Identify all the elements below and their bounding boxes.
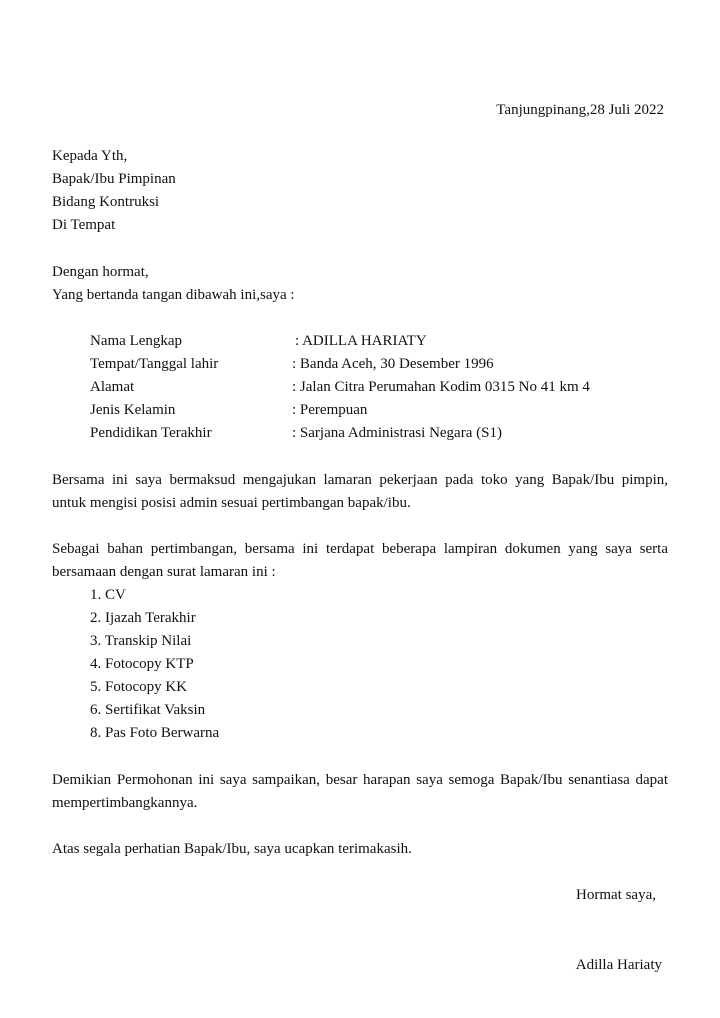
paragraph-2-line-2: bersamaan dengan surat lamaran ini : [52,564,276,580]
field-value-gender: : Perempuan [292,402,368,418]
recipient-line-3: Bidang Kontruksi [52,194,160,210]
intro-line: Yang bertanda tangan dibawah ini,saya : [52,287,295,303]
field-value-birth: : Banda Aceh, 30 Desember 1996 [292,356,494,372]
paragraph-3-line-1: Demikian Permohonan ini saya sampaikan, besar harapan saya semoga Bapak/Ibu senantiasa dapat [52,772,668,788]
recipient-line-2: Bapak/Ibu Pimpinan [52,171,176,187]
paragraph-1-line-1: Bersama ini saya bermaksud mengajukan lamaran pekerjaan pada toko yang Bapak/Ibu pimpin, [52,472,668,488]
paragraph-2-line-1: Sebagai bahan pertimbangan, bersama ini terdapat beberapa lampiran dokumen yang saya serta [52,541,668,557]
field-label-gender: Jenis Kelamin [90,402,176,418]
recipient-line-4: Di Tempat [52,217,116,233]
field-value-name: : ADILLA HARIATY [295,333,427,349]
greeting: Dengan hormat, [52,264,149,280]
closing-thanks: Atas segala perhatian Bapak/Ibu, saya ucapkan terimakasih. [52,841,412,857]
place-date: Tanjungpinang,28 Juli 2022 [496,102,664,118]
paragraph-3-line-2: mempertimbangkannya. [52,795,198,811]
list-item: 1. CV [90,587,126,603]
signoff: Hormat saya, [576,887,656,903]
list-item: 5. Fotocopy KK [90,679,188,695]
field-label-education: Pendidikan Terakhir [90,425,212,441]
list-item: 4. Fotocopy KTP [90,656,194,672]
field-label-birth: Tempat/Tanggal lahir [90,356,219,372]
field-label-name: Nama Lengkap [90,333,183,349]
signature-name: Adilla Hariaty [575,957,662,973]
list-item: 8. Pas Foto Berwarna [90,725,220,741]
list-item: 6. Sertifikat Vaksin [90,702,206,718]
recipient-line-1: Kepada Yth, [52,148,128,164]
paragraph-1-line-2: untuk mengisi posisi admin sesuai pertimbangan bapak/ibu. [52,495,411,511]
list-item: 2. Ijazah Terakhir [90,610,196,626]
field-value-address: : Jalan Citra Perumahan Kodim 0315 No 41 km 4 [292,379,590,395]
field-value-education: : Sarjana Administrasi Negara (S1) [292,425,502,441]
field-label-address: Alamat [90,379,135,395]
list-item: 3. Transkip Nilai [90,633,192,649]
